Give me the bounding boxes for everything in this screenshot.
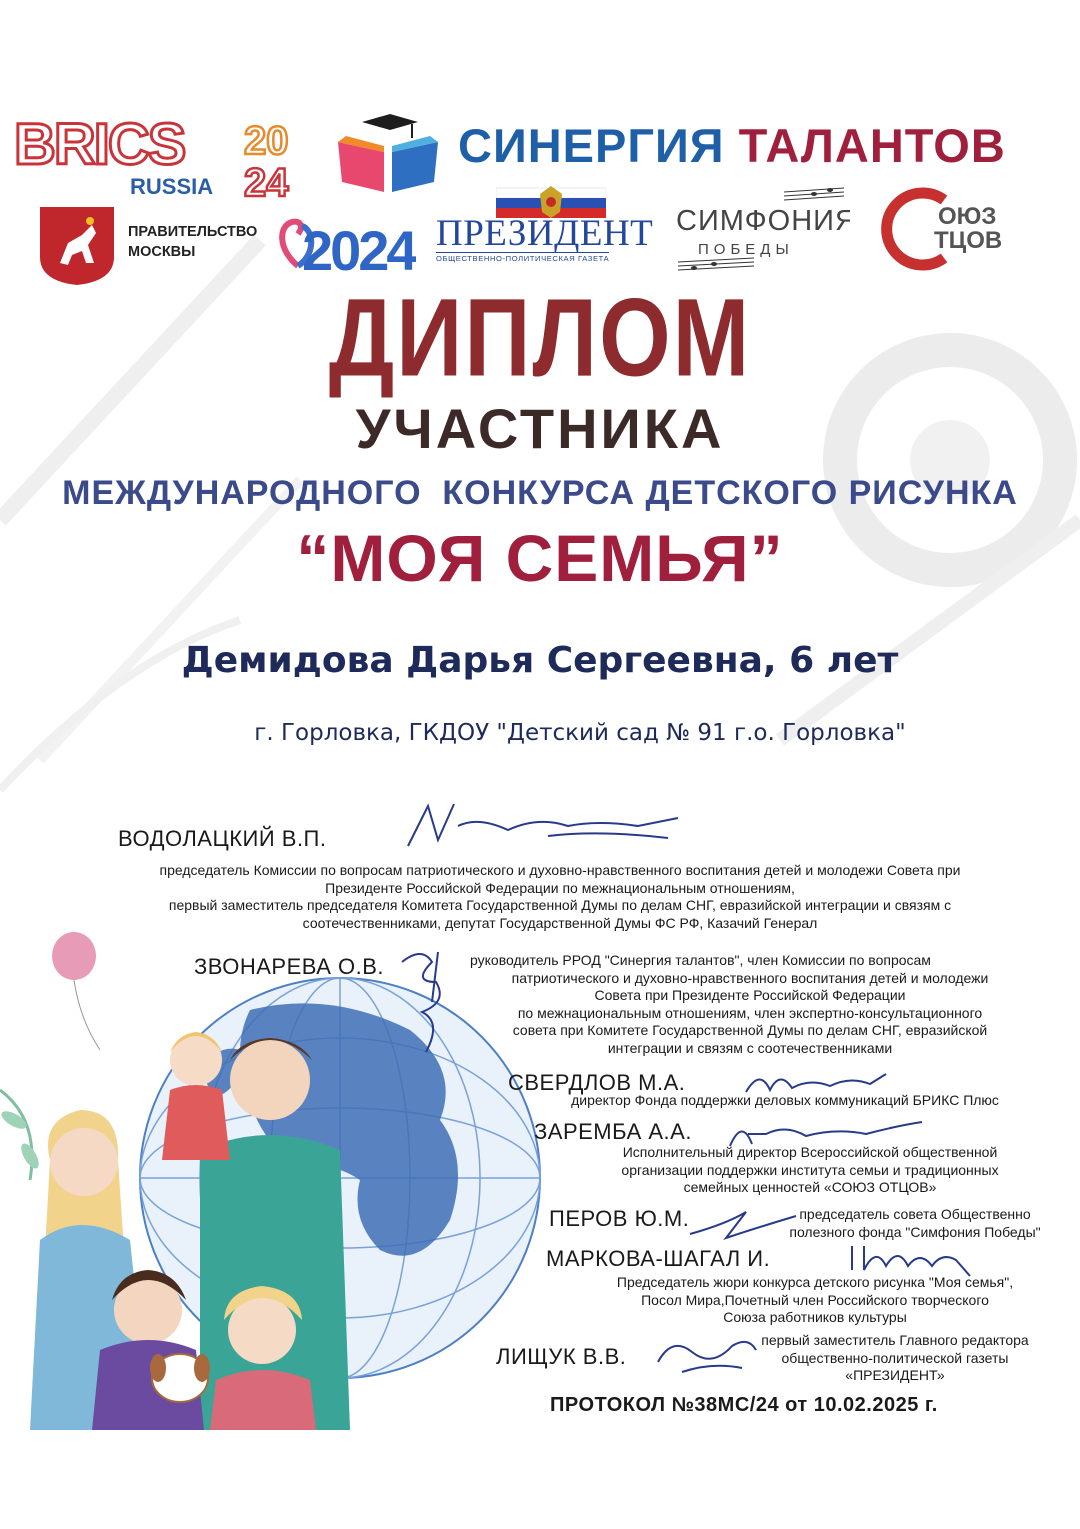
signatory-5-name: ПЕРОВ Ю.М. <box>549 1206 690 1231</box>
brics-wordmark: BRICS <box>14 112 185 177</box>
signatory-4-role <box>530 1144 1080 1197</box>
role-7-line-3: «ПРЕЗИДЕНТ» <box>845 1367 945 1383</box>
signatory-4-name: ЗАРЕМБА А.А. <box>534 1119 692 1144</box>
talents-word: ТАЛАНТОВ <box>738 119 1006 172</box>
president-newspaper-logo <box>434 182 666 264</box>
role-2-line-5: совета при Комитете Государственной Думы по делам СНГ, евразийской <box>512 1022 988 1038</box>
moscow-line2: МОСКВЫ <box>128 244 196 260</box>
role-4-line-3: семейных ценностей «СОЮЗ ОТЦОВ» <box>683 1179 937 1195</box>
signatory-2-role <box>440 952 1060 1057</box>
synergy-book-icon <box>332 112 444 194</box>
synergy-talents-logo <box>458 118 1006 173</box>
contest-name: “МОЯ СЕМЬЯ” <box>296 521 784 595</box>
symphony-line1: СИМФОНИЯ <box>676 205 850 237</box>
role-7-line-2: общественно-политической газеты <box>781 1349 1009 1366</box>
diploma-title: ДИПЛОМ <box>328 277 752 400</box>
role-2-line-6: интеграции и связям с соотечественниками <box>607 1039 893 1056</box>
fathers-line2: ТЦОВ <box>934 227 1003 254</box>
family-year-logo <box>276 208 416 278</box>
moscow-line1: ПРАВИТЕЛЬСТВО <box>128 224 258 240</box>
symphony-line2: ПОБЕДЫ <box>698 241 794 258</box>
brics-year-bottom: 24 <box>244 161 289 202</box>
signatory-2-name: ЗВОНАРЕВА О.В. <box>194 954 384 979</box>
signatory-6-name: МАРКОВА-ШАГАЛ И. <box>546 1246 771 1271</box>
role-1-line-3: первый заместитель председателя Комитета Государственной Думы по делам СНГ, евразийской интеграции и связям с <box>168 897 952 913</box>
fathers-line1: ОЮЗ <box>938 203 997 230</box>
contest-description: МЕЖДУНАРОДНОГО КОНКУРСА ДЕТСКОГО РИСУНКА <box>62 474 1018 512</box>
moscow-government-label <box>128 222 257 262</box>
role-6-line-2: Посол Мира,Почетный член Российского творческого <box>641 1291 989 1308</box>
diploma-sheet <box>0 100 1080 1430</box>
role-1-line-4: соотечественниками, депутат Государственной Думы ФС РФ, Казачий Генерал <box>302 914 818 931</box>
participant-place: г. Горловка, ГКДОУ "Детский сад № 91 г.о. Горловка" <box>254 720 906 746</box>
role-2-line-2: патриотического и духовно-нравственного воспитания детей и молодежи <box>511 969 989 986</box>
role-6-line-1: Председатель жюри конкурса детского рисунка "Моя семья", <box>616 1274 1014 1290</box>
signatory-6-role <box>560 1274 1070 1327</box>
role-2-line-4: по межнациональным отношениям, член экспертно-консультационного <box>517 1004 983 1021</box>
signatory-3-role <box>520 1092 1050 1110</box>
role-5-line-2: полезного фонда "Симфония Победы" <box>789 1223 1041 1240</box>
president-subtitle: ОБЩЕСТВЕННО-ПОЛИТИЧЕСКАЯ ГАЗЕТА <box>436 254 610 263</box>
signatory-1-name: ВОДОЛАЦКИЙ В.П. <box>118 826 327 851</box>
signature-1-icon <box>398 796 688 856</box>
role-2-line-1: руководитель РРОД "Синергия талантов", член Комиссии по вопросам <box>470 952 931 968</box>
year-2024-text: 2024 <box>302 219 415 278</box>
role-1-line-1: председатель Комиссии по вопросам патриотического и духовно-нравственного воспитания детей и молодежи Совета при <box>159 862 961 878</box>
role-1-line-2: Президенте Российской Федерации по межнациональным отношениям, <box>325 879 795 896</box>
brics-russia-label: RUSSIA <box>130 174 214 199</box>
brics-logo <box>14 112 324 202</box>
signatory-1-role <box>0 862 1080 932</box>
role-4-line-2: организации поддержки института семьи и традиционных <box>621 1161 999 1178</box>
participant-name: Демидова Дарья Сергеевна, 6 лет <box>181 640 899 681</box>
brics-year-top: 20 <box>244 119 289 163</box>
diploma-subtitle: УЧАСТНИКА <box>355 397 725 460</box>
synergy-word: СИНЕРГИЯ <box>458 119 725 172</box>
signatory-3-name: СВЕРДЛОВ М.А. <box>508 1070 686 1095</box>
protocol-number: ПРОТОКОЛ №38МС/24 от 10.02.2025 г. <box>550 1394 938 1416</box>
role-3-line-1: директор Фонда поддержки деловых коммуникаций БРИКС Плюс <box>571 1092 999 1108</box>
role-5-line-1: председатель совета Общественно <box>799 1206 1031 1222</box>
union-of-fathers-logo <box>876 186 1046 272</box>
moscow-coat-of-arms-icon <box>38 205 116 287</box>
president-title: ПРЕЗИДЕНТ <box>436 213 654 254</box>
role-6-line-3: Союза работников культуры <box>723 1309 907 1325</box>
role-7-line-1: первый заместитель Главного редактора <box>761 1332 1029 1348</box>
signatory-7-name: ЛИЩУК В.В. <box>496 1344 627 1369</box>
role-4-line-1: Исполнительный директор Всероссийской общественной <box>622 1144 998 1160</box>
symphony-of-victory-logo <box>674 182 850 278</box>
role-2-line-3: Совета при Президенте Российской Федерации <box>594 987 906 1003</box>
signatory-7-role <box>730 1332 1060 1385</box>
